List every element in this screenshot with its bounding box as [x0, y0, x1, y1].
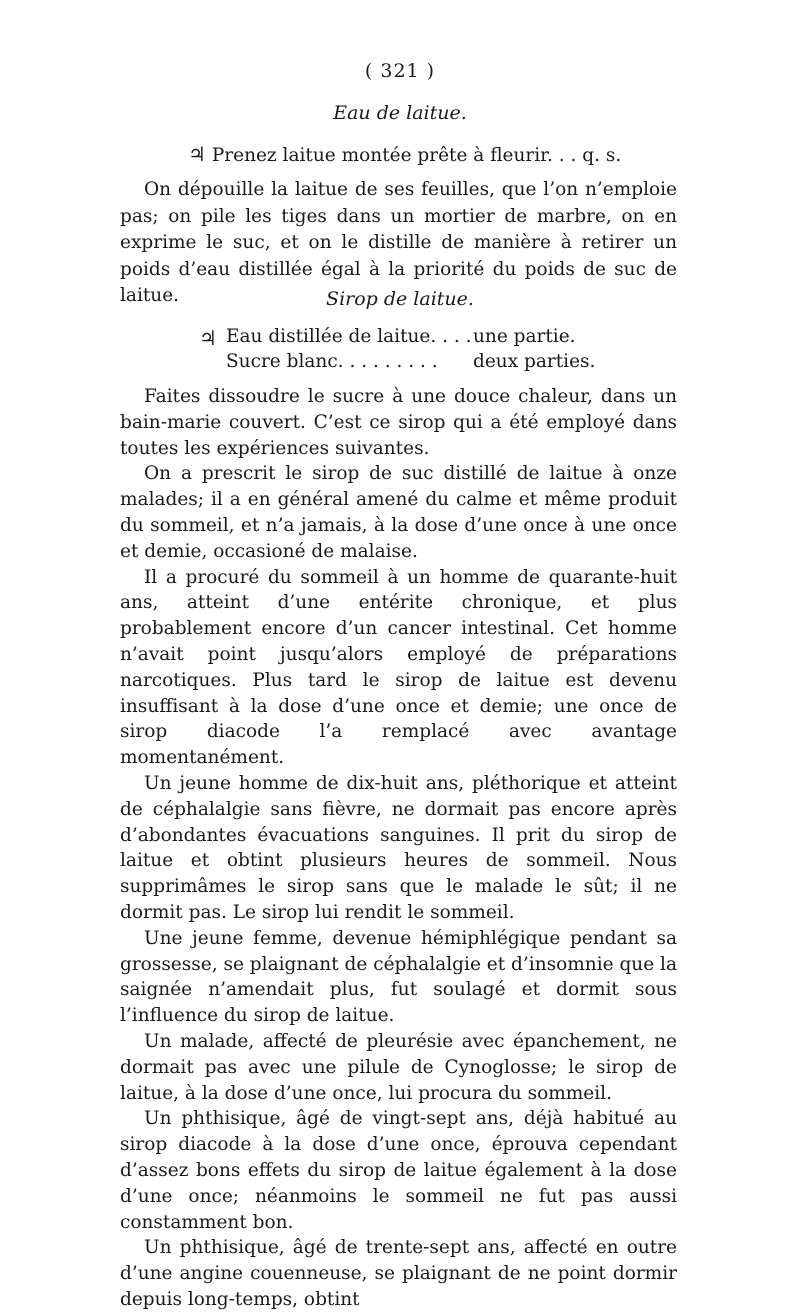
paragraph: Un malade, affecté de pleurésie avec épanchement, ne dormait pas avec une pilule de Cynoglosse; le sirop de laitue, à la dose d’une once, lui procura du sommeil.: [120, 1030, 677, 1104]
paragraph: Un phthisique, âgé de trente-sept ans, affecté en outre d’une angine couenneuse, se plaignant de ne point dormir depuis long-temps, obtint: [120, 1237, 677, 1310]
body-text: [120, 384, 677, 1313]
ingredient-qty: deux parties.: [473, 351, 596, 372]
section-title-eau-de-laitue: Eau de laitue.: [333, 102, 467, 124]
ingredient-qty: une partie.: [473, 326, 576, 347]
paragraph: Une jeune femme, devenue hémiphlégique pendant sa grossesse, se plaignant de céphalalgie et d’insomnie que la saignée n’amendait plus, fut soulagé et dormit sous l’influence du sirop de laitue.: [120, 927, 677, 1027]
page-number: ( 321 ): [364, 60, 436, 82]
ingredient-row: [226, 326, 472, 347]
paragraph: On a prescrit le sirop de suc distillé de laitue à onze malades; il a en général amené du calme et même produit du sommeil, et n’a jamais, à la dose d’une once à une once et demie, occasioné de malaise.: [120, 463, 677, 562]
paragraph: Un phthisique, âgé de vingt-sept ans, déjà habitué au sirop diacode à la dose d’une once, éprouva cependant d’assez bons effets du sirop de laitue également à la dose d’une once; néanmoins le sommeil ne fut pas aussi constamment bon.: [120, 1108, 677, 1233]
ingredient-row: [226, 351, 438, 372]
recipe-symbol-line: [199, 326, 217, 350]
ingredient-name: Eau distillée de laitue. . . .: [226, 326, 472, 347]
jupiter-symbol-icon: ♃: [188, 142, 206, 166]
ingredient-name: Sucre blanc. . . . . . . . .: [226, 351, 438, 372]
recipe-text: Prenez laitue montée prête à fleurir. . . q. s.: [211, 145, 622, 166]
recipe-line-eau: [188, 142, 621, 166]
paragraph: Il a procuré du sommeil à un homme de quarante-huit ans, atteint d’une entérite chronique, et plus probablement encore d’un cancer intestinal. Cet homme n’avait point jusqu’alors employé de préparations narcotiques. Plus tard le sirop de laitue est devenu insuffisant à la dose d’une once et demie; une once de sirop diacode l’a remplacé avec avantage momentanément.: [120, 566, 677, 769]
paragraph: Un jeune homme de dix-huit ans, pléthorique et atteint de céphalalgie sans fièvre, ne dormait pas encore après d’abondantes évacuations sanguines. Il prit du sirop de laitue et obtint plusieurs heures de sommeil. Nous supprimâmes le sirop sans que le malade le sût; il ne dormit pas. Le sirop lui rendit le sommeil.: [120, 772, 677, 923]
paragraph: Faites dissoudre le sucre à une douce chaleur, dans un bain-marie couvert. C’est ce sirop qui a été employé dans toutes les expériences suivantes.: [120, 386, 677, 459]
section-title-sirop-de-laitue: Sirop de laitue.: [326, 288, 474, 310]
jupiter-symbol-icon: ♃: [199, 326, 217, 350]
paragraph-text: On dépouille la laitue de ses feuilles, que l’on n’emploie pas; on pile les tiges dans un mortier de marbre, on en exprime le suc, et on le distille de manière à retirer un poids d’eau distillée égal à la priorité du poids de suc de laitue.: [120, 179, 677, 306]
